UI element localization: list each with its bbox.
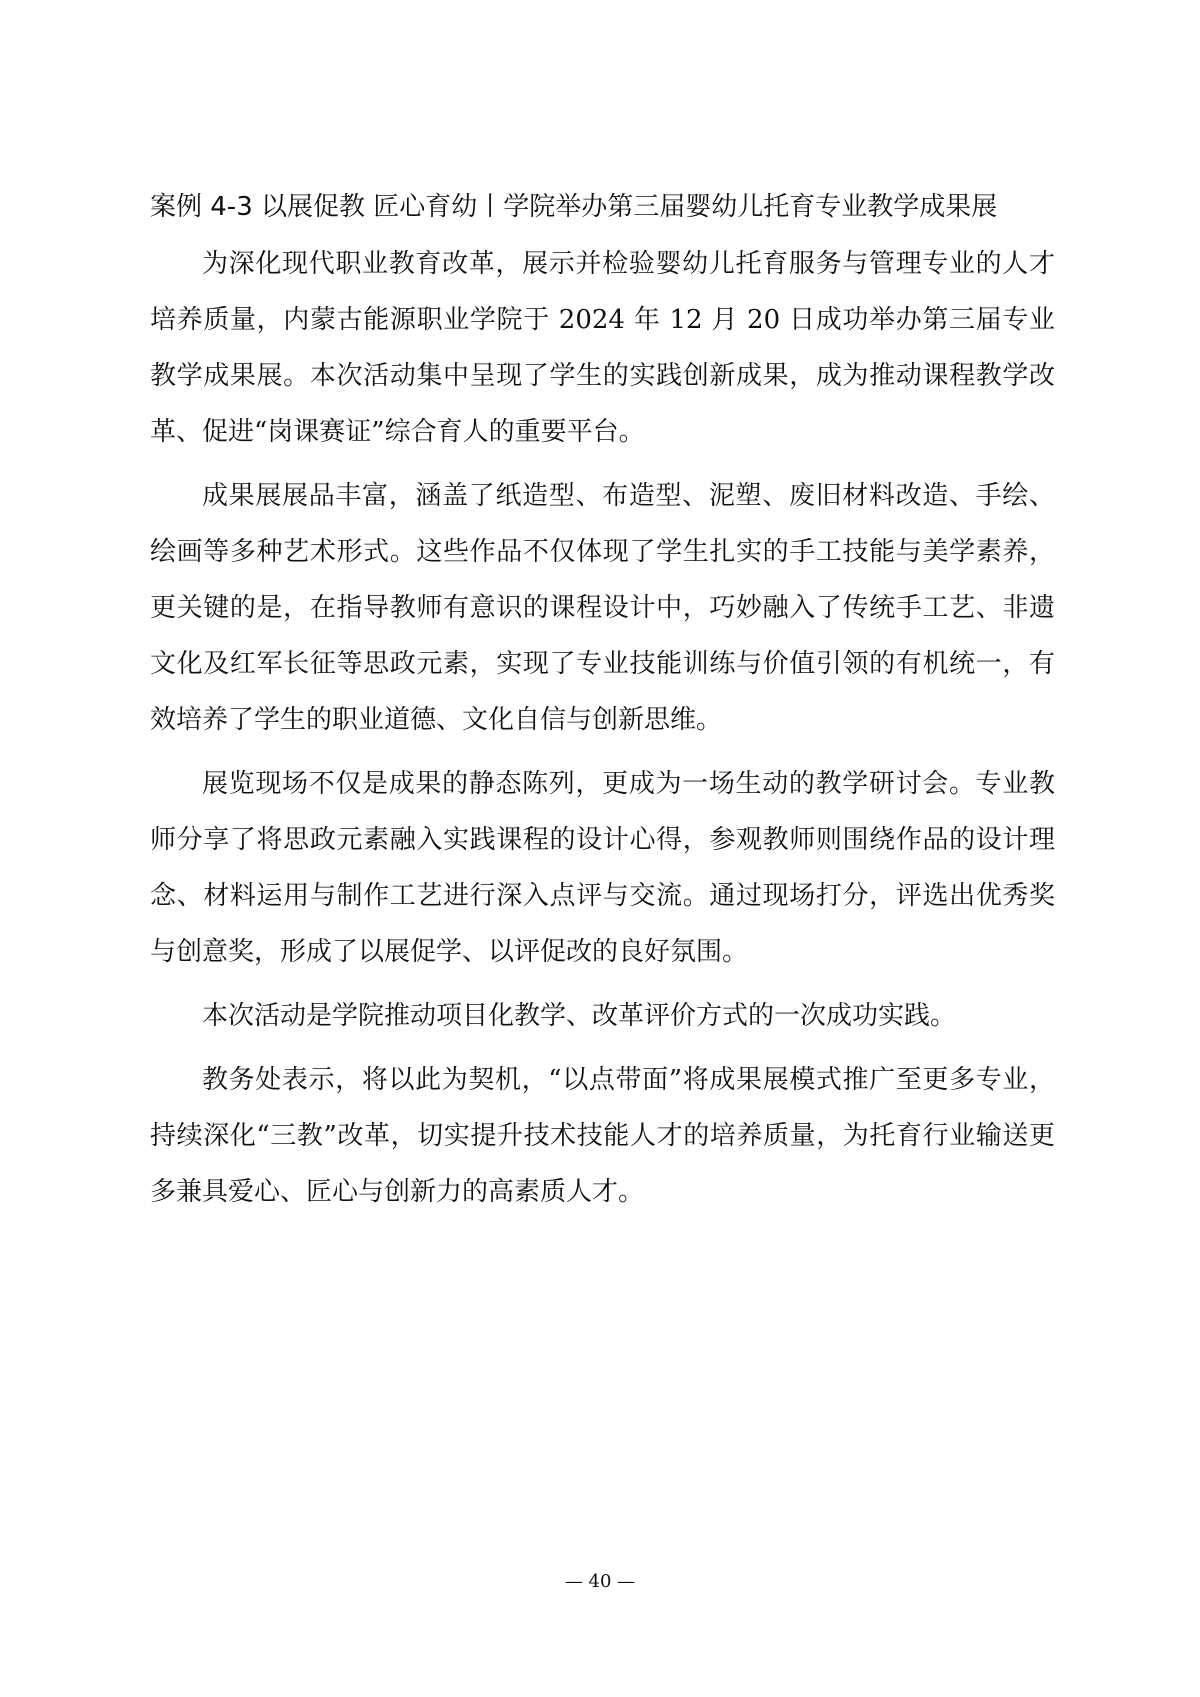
- paragraph-seminar: 展览现场不仅是成果的静态陈列，更成为一场生动的教学研讨会。专业教师分享了将思政元素融入实践课程的设计心得，参观教师则围绕作品的设计理念、材料运用与制作工艺进行深入点评与交流。通过现场打分，评选出优秀奖与创意奖，形成了以展促学、以评促改的良好氛围。: [150, 769, 1055, 967]
- case-title: 案例 4-3 以展促教 匠心育幼丨学院举办第三届婴幼儿托育专业教学成果展: [150, 192, 998, 222]
- paragraph-intro: 为深化现代职业教育改革，展示并检验婴幼儿托育服务与管理专业的人才培养质量，内蒙古能源职业学院于 2024 年 12 月 20 日成功举办第三届专业教学成果展。本次活动集中呈现了学生的实践创新成果，成为推动课程教学改革、促进“岗课赛证”综合育人的重要平台。: [150, 249, 1055, 447]
- paragraph-exhibits: 成果展展品丰富，涵盖了纸造型、布造型、泥塑、废旧材料改造、手绘、绘画等多种艺术形式。这些作品不仅体现了学生扎实的手工技能与美学素养，更关键的是，在指导教师有意识的课程设计中，巧妙融入了传统手工艺、非遗文化及红军长征等思政元素，实现了专业技能训练与价值引领的有机统一，有效培养了学生的职业道德、文化自信与创新思维。: [150, 481, 1055, 735]
- paragraph-practice: 本次活动是学院推动项目化教学、改革评价方式的一次成功实践。: [202, 1001, 957, 1031]
- document-body: [150, 186, 1055, 1228]
- paragraph-conclusion: 教务处表示，将以此为契机，“以点带面”将成果展模式推广至更多专业，持续深化“三教”改革，切实提升技术技能人才的培养质量，为托育行业输送更多兼具爱心、匠心与创新力的高素质人才。: [150, 1065, 1055, 1207]
- page-number: — 40 —: [564, 1571, 636, 1592]
